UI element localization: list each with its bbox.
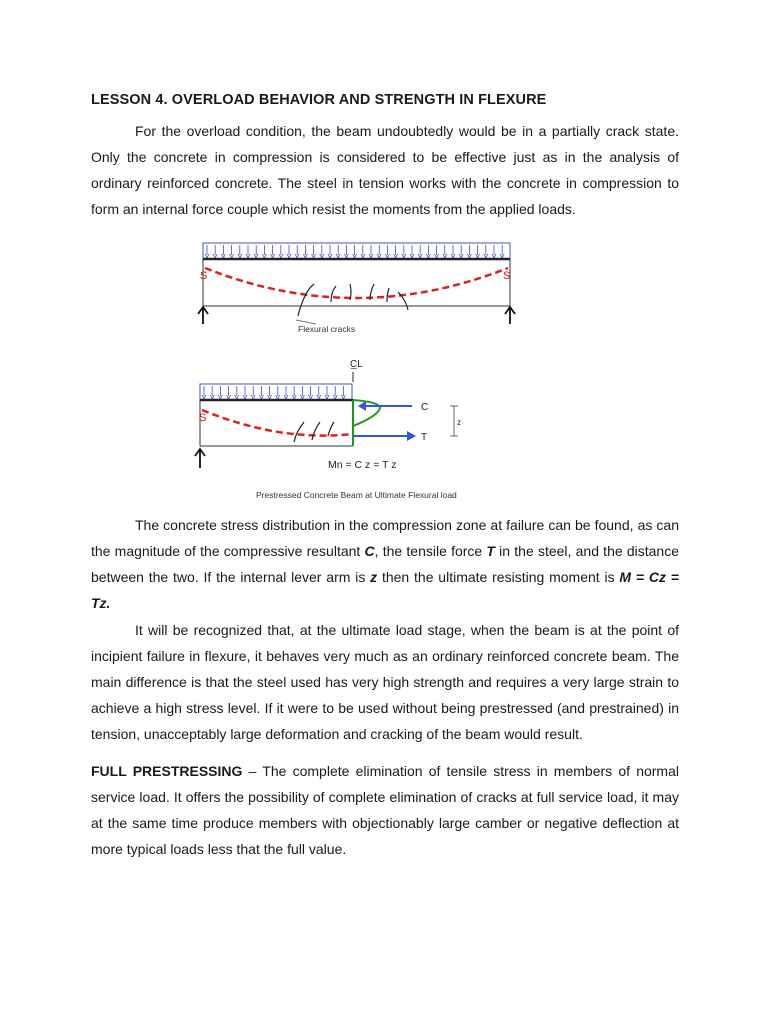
- p2-symbol-c: C: [364, 543, 375, 559]
- paragraph-ultimate-load: It will be recognized that, at the ultimate load stage, when the beam is at the point of incipient failure in flexure, it behaves very much as an ordinary reinforced concrete beam. The main difference is that the steel used has very high strength and requires a very large strain to achieve a high stress level. If it were to be used without being prestressed (and prestrained) in tension, unacceptably large deformation and cracking of the beam would result.: [91, 622, 679, 742]
- full-prestressing-definition: – The complete elimination of tensile stress in members of normal service load. It offers the possibility of complete elimination of cracks at full service load, it may at the same time produce members with objectionably large camber or negative deflection at more typical loads less that the full value.: [91, 763, 679, 857]
- z-lever-arm-label: z: [457, 418, 461, 427]
- bottom-cracks: [294, 422, 334, 442]
- figure-caption: Prestressed Concrete Beam at Ultimate Flexural load: [256, 490, 457, 500]
- p2-moment-formula: M = Cz = Tz.: [91, 569, 679, 611]
- bottom-load-box: [200, 384, 352, 400]
- beam-figure: [180, 236, 511, 506]
- centerline-label: C̲L: [350, 359, 363, 370]
- paragraph-overload: For the overload condition, the beam undoubtedly would be in a partially crack state. Only the concrete in compression is considered to be effective just as in the analysis of ordinary reinforced concrete. The steel in tension works with the concrete in compression to form an internal force couple which resist the moments from the applied loads.: [91, 123, 679, 217]
- moment-equation: Mn = C z = T z: [328, 459, 397, 471]
- top-right-support-label: S: [503, 270, 511, 282]
- flexural-cracks: [298, 284, 408, 316]
- full-prestressing-term: FULL PRESTRESSING: [91, 763, 243, 779]
- compression-force-arrow: [358, 401, 412, 411]
- top-beam: [198, 243, 515, 334]
- p2-symbol-t: T: [486, 543, 495, 559]
- compression-stress-block: [353, 400, 380, 426]
- flexural-cracks-label: Flexural cracks: [298, 324, 356, 334]
- beam-diagram: [180, 236, 511, 506]
- lesson-heading: LESSON 4. OVERLOAD BEHAVIOR AND STRENGTH IN FLEXURE: [91, 92, 547, 108]
- t-force-label: T: [421, 432, 428, 443]
- p2-text-1: The concrete stress distribution in the compression zone at failure can be found, as can the magnitude of the compressive resultant: [91, 517, 679, 559]
- top-left-support-label: S: [200, 270, 208, 282]
- p2-text-4: then the ultimate resisting moment is: [377, 569, 620, 585]
- bottom-support-arrow: [195, 449, 205, 468]
- top-right-support-arrow: [505, 307, 515, 324]
- top-tendon-profile: [205, 268, 511, 298]
- top-left-support-arrow: [198, 307, 208, 324]
- bottom-beam: [195, 384, 461, 471]
- paragraph-full-prestressing: [91, 758, 679, 862]
- paragraph-stress-distribution: [91, 512, 679, 616]
- p2-text-2: , the tensile force: [374, 543, 487, 559]
- tension-force-arrow: [353, 431, 416, 441]
- p2-text-3: in the steel, and the distance between the two. If the internal lever arm is: [91, 543, 679, 585]
- bottom-support-label: S: [199, 412, 207, 424]
- c-force-label: C: [421, 402, 429, 413]
- p2-symbol-z: z: [370, 569, 378, 585]
